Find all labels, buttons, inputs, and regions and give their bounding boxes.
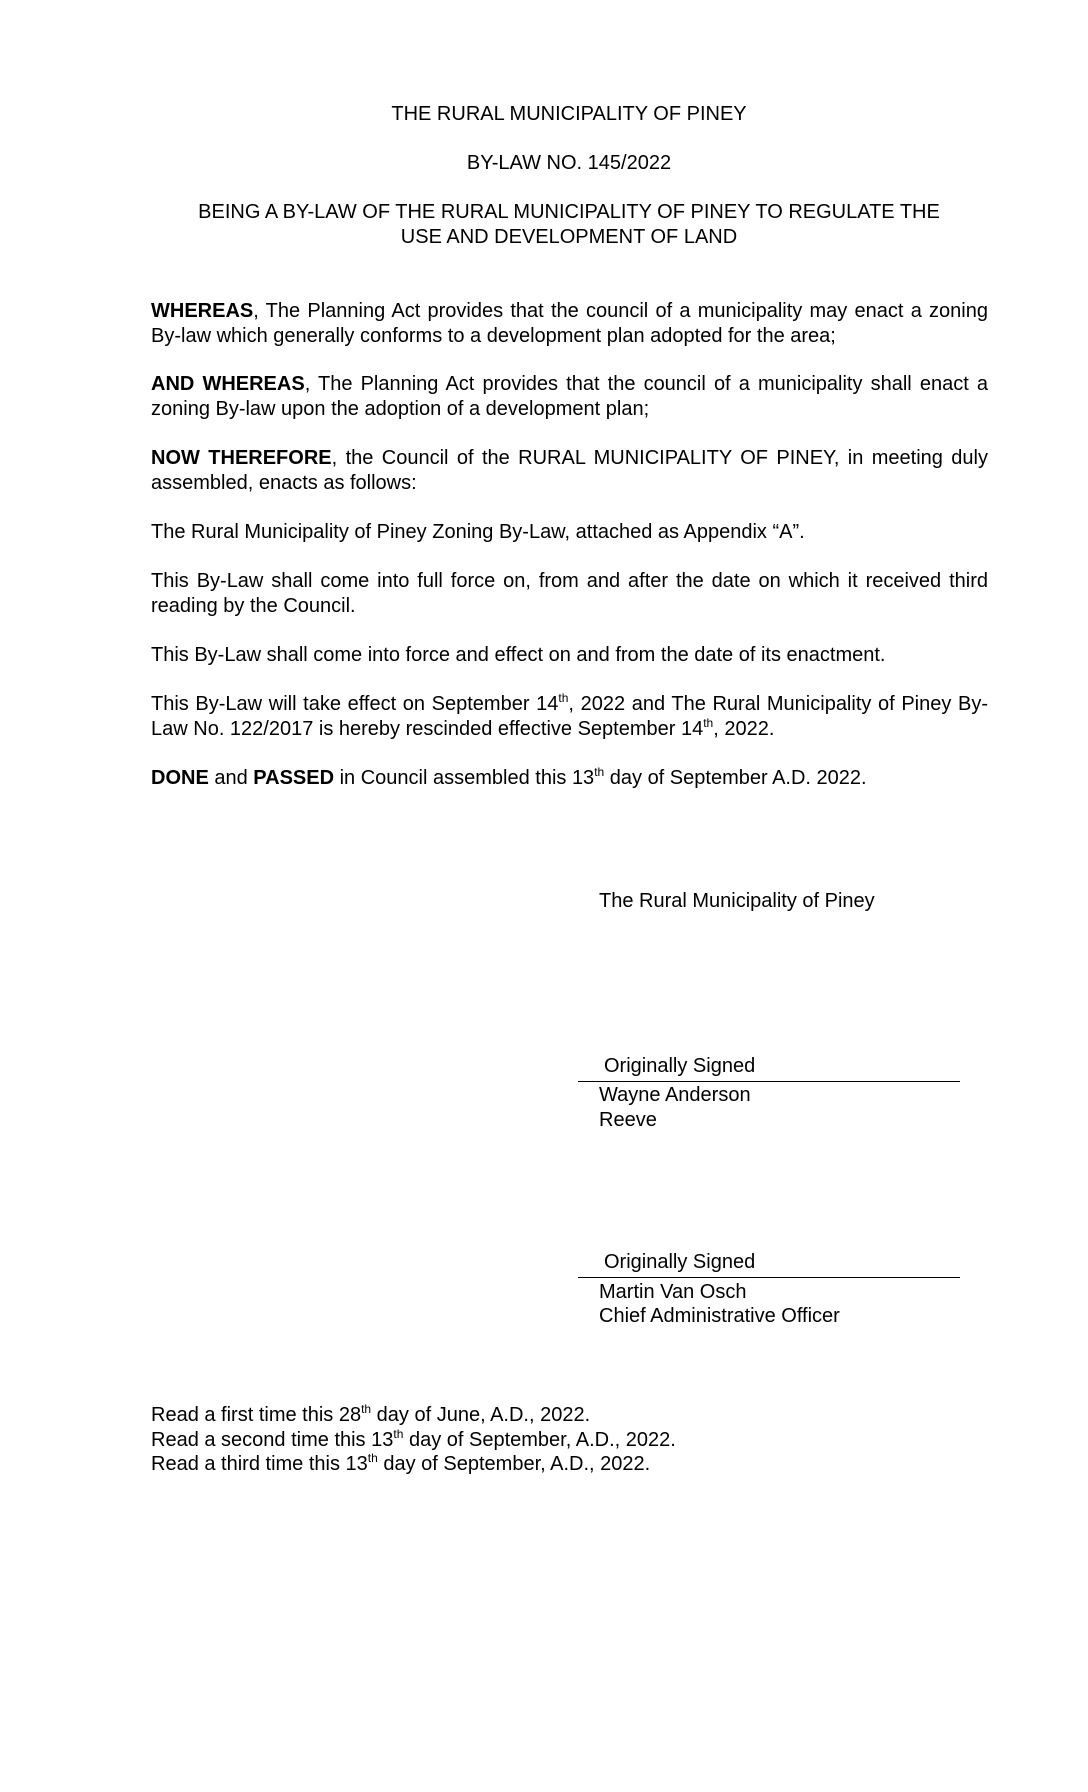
force-effect-paragraph: This By-Law shall come into force and effect on and from the date of its enactment. xyxy=(151,644,886,666)
third-reading-a: Read a third time this 13 xyxy=(151,1453,368,1475)
effective-sup-1: th xyxy=(558,691,569,705)
passed-sup: th xyxy=(594,765,605,779)
effective-text-b: , 2022 and The Rural Municipality of Piney By-Law No. 122/2017 is hereby rescinded effective September 14 xyxy=(151,693,988,740)
bylaw-subject-line2: USE AND DEVELOPMENT OF LAND xyxy=(400,226,738,248)
second-reading-a: Read a second time this 13 xyxy=(151,1429,394,1451)
full-force-paragraph: This By-Law shall come into full force on, from and after the date on which it received third reading by the Council. xyxy=(151,570,988,617)
first-reading xyxy=(151,1403,590,1428)
reeve-originally-signed: Originally Signed xyxy=(604,1055,756,1077)
appendix-paragraph: The Rural Municipality of Piney Zoning By-Law, attached as Appendix “A”. xyxy=(151,521,805,543)
bylaw-subject-line1: BEING A BY-LAW OF THE RURAL MUNICIPALITY OF PINEY TO REGULATE THE xyxy=(198,201,940,223)
whereas-label: WHEREAS xyxy=(151,300,254,322)
first-reading-a: Read a first time this 28 xyxy=(151,1404,362,1426)
cao-title: Chief Administrative Officer xyxy=(599,1305,840,1327)
and-word: and xyxy=(208,767,254,789)
done-passed-paragraph xyxy=(151,766,988,791)
third-reading-b: day of September, A.D., 2022. xyxy=(377,1453,651,1475)
effective-text-a: This By-Law will take effect on September 14 xyxy=(151,693,559,715)
third-reading xyxy=(151,1452,650,1477)
reeve-name: Wayne Anderson xyxy=(599,1084,751,1106)
and-whereas-paragraph xyxy=(151,372,988,422)
passed-text-a: in Council assembled this 13 xyxy=(334,767,595,789)
whereas-paragraph xyxy=(151,299,988,349)
first-reading-b: day of June, A.D., 2022. xyxy=(371,1404,591,1426)
second-reading xyxy=(151,1428,676,1453)
effective-sup-2: th xyxy=(703,716,714,730)
and-whereas-text: , The Planning Act provides that the council of a municipality shall enact a zoning By-law upon the adoption of a development plan; xyxy=(151,373,988,420)
effective-date-paragraph xyxy=(151,692,988,742)
cao-name: Martin Van Osch xyxy=(599,1281,747,1303)
whereas-text: , The Planning Act provides that the council of a municipality may enact a zoning By-law which generally conforms to a development plan adopted for the area; xyxy=(151,300,988,347)
cao-originally-signed: Originally Signed xyxy=(604,1251,756,1273)
signing-municipality: The Rural Municipality of Piney xyxy=(599,890,875,912)
done-label: DONE xyxy=(151,767,209,789)
now-therefore-label: NOW THEREFORE xyxy=(151,447,332,469)
passed-text-b: day of September A.D. 2022. xyxy=(604,767,867,789)
now-therefore-paragraph xyxy=(151,446,988,496)
second-reading-b: day of September, A.D., 2022. xyxy=(403,1429,676,1451)
reeve-signature-line xyxy=(578,1081,960,1082)
third-reading-sup: th xyxy=(367,1451,378,1465)
second-reading-sup: th xyxy=(393,1427,404,1441)
bylaw-number: BY-LAW NO. 145/2022 xyxy=(466,152,672,174)
passed-label: PASSED xyxy=(253,767,335,789)
now-therefore-text: , the Council of the RURAL MUNICIPALITY OF PINEY, in meeting duly assembled, enacts as follows: xyxy=(151,447,988,494)
municipality-title: THE RURAL MUNICIPALITY OF PINEY xyxy=(391,103,747,125)
reeve-title: Reeve xyxy=(599,1109,657,1131)
and-whereas-label: AND WHEREAS xyxy=(151,373,305,395)
bylaw-subject xyxy=(150,200,988,250)
effective-text-c: , 2022. xyxy=(713,718,775,740)
cao-signature-line xyxy=(578,1277,960,1278)
first-reading-sup: th xyxy=(361,1402,372,1416)
